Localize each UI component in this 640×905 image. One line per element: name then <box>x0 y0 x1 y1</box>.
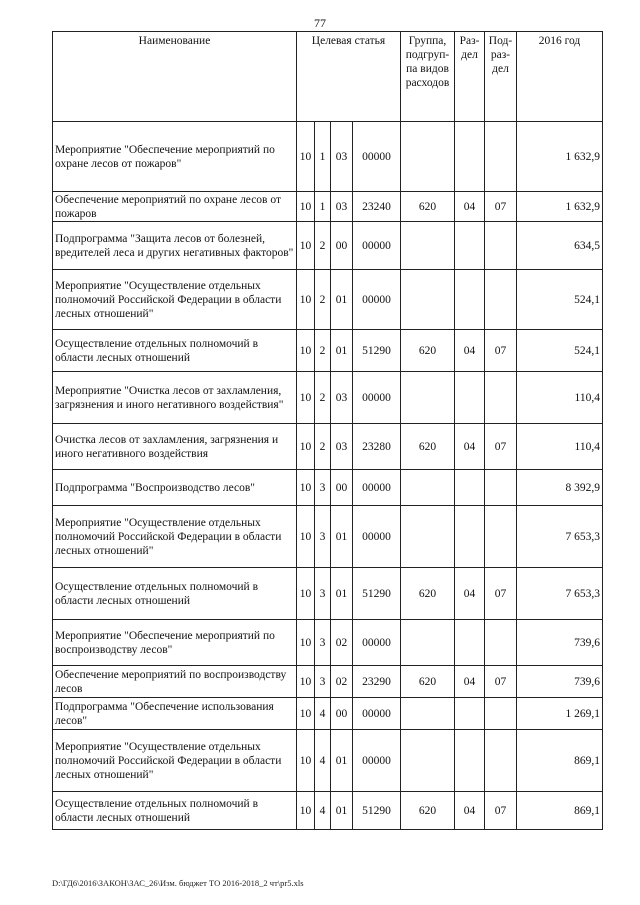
cell-t4: 00000 <box>353 470 401 506</box>
cell-subsection <box>485 506 517 568</box>
cell-t1: 10 <box>297 192 315 222</box>
cell-t4: 51290 <box>353 792 401 830</box>
cell-t2: 4 <box>315 698 331 730</box>
header-name: Наименование <box>53 32 297 122</box>
cell-amount: 524,1 <box>517 270 603 330</box>
table-row <box>53 620 603 666</box>
cell-amount: 8 392,9 <box>517 470 603 506</box>
cell-t3: 00 <box>331 698 353 730</box>
cell-amount: 1 632,9 <box>517 122 603 192</box>
cell-t2: 2 <box>315 372 331 424</box>
cell-section <box>455 506 485 568</box>
table-row <box>53 424 603 470</box>
cell-t3: 01 <box>331 730 353 792</box>
cell-t2: 2 <box>315 424 331 470</box>
cell-t3: 00 <box>331 222 353 270</box>
cell-name: Обеспечение мероприятий по воспроизводству лесов <box>53 666 297 698</box>
cell-t3: 01 <box>331 792 353 830</box>
header-target: Целевая статья <box>297 32 401 122</box>
cell-t2: 3 <box>315 506 331 568</box>
file-path-footer: D:\ГД6\2016\ЗАКОН\ЗАС_26\Изм. бюджет ТО 2016-2018_2 чт\pr5.xls <box>52 878 304 888</box>
cell-section <box>455 620 485 666</box>
cell-name: Мероприятие "Осуществление отдельных полномочий Российской Федерации в области лесных отношений" <box>53 506 297 568</box>
table-row <box>53 792 603 830</box>
table-row <box>53 330 603 372</box>
cell-t2: 4 <box>315 730 331 792</box>
cell-subsection <box>485 372 517 424</box>
cell-section <box>455 730 485 792</box>
cell-t2: 2 <box>315 270 331 330</box>
cell-t4: 00000 <box>353 222 401 270</box>
cell-amount: 7 653,3 <box>517 506 603 568</box>
cell-amount: 110,4 <box>517 372 603 424</box>
cell-amount: 110,4 <box>517 424 603 470</box>
cell-subsection <box>485 222 517 270</box>
cell-group <box>401 620 455 666</box>
table-row <box>53 222 603 270</box>
cell-t3: 01 <box>331 568 353 620</box>
cell-amount: 1 269,1 <box>517 698 603 730</box>
header-section: Раз-дел <box>455 32 485 122</box>
table-row <box>53 730 603 792</box>
cell-name: Мероприятие "Осуществление отдельных полномочий Российской Федерации в области лесных отношений" <box>53 730 297 792</box>
cell-section <box>455 122 485 192</box>
cell-group <box>401 270 455 330</box>
page-number: 77 <box>314 16 326 30</box>
cell-name: Очистка лесов от захламления, загрязнения и иного негативного воздействия <box>53 424 297 470</box>
cell-section <box>455 470 485 506</box>
cell-group <box>401 698 455 730</box>
cell-subsection <box>485 620 517 666</box>
cell-t2: 2 <box>315 222 331 270</box>
cell-subsection: 07 <box>485 192 517 222</box>
cell-section <box>455 270 485 330</box>
cell-t4: 23290 <box>353 666 401 698</box>
cell-amount: 869,1 <box>517 730 603 792</box>
cell-t2: 1 <box>315 122 331 192</box>
cell-t3: 01 <box>331 330 353 372</box>
cell-amount: 524,1 <box>517 330 603 372</box>
cell-group: 620 <box>401 666 455 698</box>
cell-t4: 00000 <box>353 506 401 568</box>
cell-t1: 10 <box>297 470 315 506</box>
cell-section: 04 <box>455 424 485 470</box>
cell-name: Мероприятие "Очистка лесов от захламления, загрязнения и иного негативного воздействия" <box>53 372 297 424</box>
cell-t1: 10 <box>297 792 315 830</box>
cell-t2: 3 <box>315 568 331 620</box>
cell-t2: 3 <box>315 470 331 506</box>
cell-t2: 3 <box>315 620 331 666</box>
cell-name: Осуществление отдельных полномочий в области лесных отношений <box>53 568 297 620</box>
cell-subsection <box>485 730 517 792</box>
cell-t2: 1 <box>315 192 331 222</box>
cell-t1: 10 <box>297 372 315 424</box>
cell-group: 620 <box>401 330 455 372</box>
cell-amount: 739,6 <box>517 620 603 666</box>
cell-t4: 00000 <box>353 620 401 666</box>
cell-t3: 03 <box>331 192 353 222</box>
cell-group <box>401 222 455 270</box>
cell-group: 620 <box>401 192 455 222</box>
cell-t1: 10 <box>297 568 315 620</box>
cell-group: 620 <box>401 424 455 470</box>
cell-subsection: 07 <box>485 792 517 830</box>
cell-group <box>401 372 455 424</box>
cell-t2: 4 <box>315 792 331 830</box>
cell-t4: 23240 <box>353 192 401 222</box>
table-row <box>53 122 603 192</box>
table-header-row <box>53 32 603 122</box>
cell-amount: 634,5 <box>517 222 603 270</box>
cell-t4: 00000 <box>353 122 401 192</box>
table-row <box>53 506 603 568</box>
cell-subsection: 07 <box>485 424 517 470</box>
cell-t3: 01 <box>331 506 353 568</box>
cell-t1: 10 <box>297 620 315 666</box>
cell-t2: 2 <box>315 330 331 372</box>
header-year: 2016 год <box>517 32 603 122</box>
cell-t1: 10 <box>297 730 315 792</box>
cell-t2: 3 <box>315 666 331 698</box>
cell-section: 04 <box>455 192 485 222</box>
cell-t1: 10 <box>297 506 315 568</box>
cell-name: Мероприятие "Обеспечение мероприятий по охране лесов от пожаров" <box>53 122 297 192</box>
cell-t3: 02 <box>331 666 353 698</box>
cell-section <box>455 372 485 424</box>
cell-subsection: 07 <box>485 666 517 698</box>
cell-amount: 869,1 <box>517 792 603 830</box>
cell-section: 04 <box>455 568 485 620</box>
cell-group <box>401 122 455 192</box>
cell-t4: 00000 <box>353 698 401 730</box>
cell-name: Подпрограмма "Обеспечение использования лесов" <box>53 698 297 730</box>
cell-name: Подпрограмма "Воспроизводство лесов" <box>53 470 297 506</box>
cell-amount: 7 653,3 <box>517 568 603 620</box>
cell-subsection: 07 <box>485 568 517 620</box>
cell-subsection <box>485 270 517 330</box>
cell-section <box>455 698 485 730</box>
header-group: Группа, подгруп-па видов расходов <box>401 32 455 122</box>
cell-t4: 51290 <box>353 568 401 620</box>
cell-name: Мероприятие "Осуществление отдельных полномочий Российской Федерации в области лесных отношений" <box>53 270 297 330</box>
cell-group <box>401 506 455 568</box>
cell-t1: 10 <box>297 330 315 372</box>
cell-t3: 03 <box>331 424 353 470</box>
table-row <box>53 666 603 698</box>
cell-amount: 1 632,9 <box>517 192 603 222</box>
cell-group: 620 <box>401 568 455 620</box>
cell-name: Осуществление отдельных полномочий в области лесных отношений <box>53 330 297 372</box>
table-row <box>53 470 603 506</box>
cell-group <box>401 470 455 506</box>
cell-t4: 00000 <box>353 270 401 330</box>
cell-t1: 10 <box>297 222 315 270</box>
cell-name: Подпрограмма "Защита лесов от болезней, вредителей леса и других негативных факторов" <box>53 222 297 270</box>
table-row <box>53 568 603 620</box>
cell-subsection <box>485 122 517 192</box>
cell-t1: 10 <box>297 270 315 330</box>
cell-t4: 00000 <box>353 372 401 424</box>
cell-t3: 02 <box>331 620 353 666</box>
cell-t3: 01 <box>331 270 353 330</box>
cell-amount: 739,6 <box>517 666 603 698</box>
cell-name: Мероприятие "Обеспечение мероприятий по воспроизводству лесов" <box>53 620 297 666</box>
budget-table <box>52 31 603 830</box>
table-row <box>53 698 603 730</box>
cell-t3: 03 <box>331 372 353 424</box>
cell-subsection <box>485 470 517 506</box>
header-subsection: Под-раз-дел <box>485 32 517 122</box>
cell-group <box>401 730 455 792</box>
cell-section <box>455 222 485 270</box>
cell-t3: 00 <box>331 470 353 506</box>
cell-t1: 10 <box>297 424 315 470</box>
cell-subsection: 07 <box>485 330 517 372</box>
cell-section: 04 <box>455 330 485 372</box>
cell-t1: 10 <box>297 698 315 730</box>
cell-group: 620 <box>401 792 455 830</box>
cell-name: Обеспечение мероприятий по охране лесов от пожаров <box>53 192 297 222</box>
cell-section: 04 <box>455 792 485 830</box>
cell-t4: 23280 <box>353 424 401 470</box>
cell-t4: 51290 <box>353 330 401 372</box>
table-row <box>53 270 603 330</box>
cell-t4: 00000 <box>353 730 401 792</box>
cell-t1: 10 <box>297 122 315 192</box>
table-row <box>53 372 603 424</box>
table-row <box>53 192 603 222</box>
cell-t3: 03 <box>331 122 353 192</box>
cell-t1: 10 <box>297 666 315 698</box>
cell-section: 04 <box>455 666 485 698</box>
cell-subsection <box>485 698 517 730</box>
cell-name: Осуществление отдельных полномочий в области лесных отношений <box>53 792 297 830</box>
